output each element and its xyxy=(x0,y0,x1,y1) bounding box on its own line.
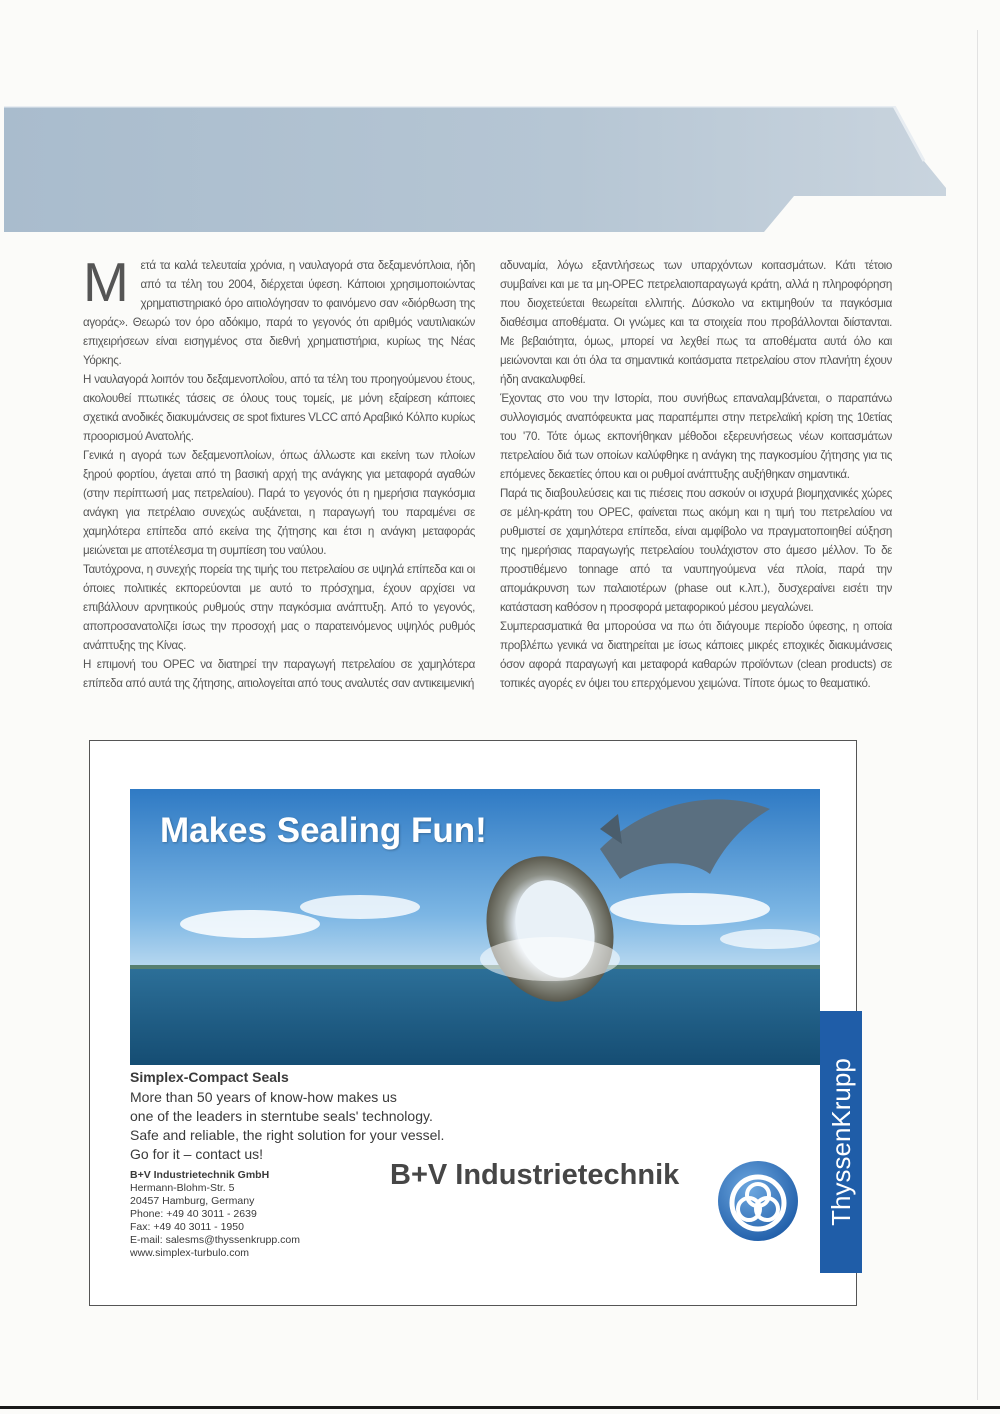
contact-website: www.simplex-turbulo.com xyxy=(130,1247,250,1259)
contact-block xyxy=(130,1169,300,1260)
paragraph: αδυναμία, λόγω εξαντλήσεως των υπαρχόντων κοιτασμάτων. Κάτι τέτοιο συμβαίνει και με τα μη-OPEC πετρελαιοπαραγωγά κράτη, αλλά η πληροφόρηση που διοχετεύεται θεωρείται ελλιπής. Δύσκολο να εκτιμηθούν τα παγκόσμια διαθέσιμα αποθέματα. Οι γνώμες και τα στοιχεία που προβάλλονται διίστανται. Με βεβαιότητα, όμως, μπορεί να λεχθεί πως τα αποθέματα αυτά όλο και μειώνονται και ότι όλα τα σημαντικά κοιτάσματα πετρελαίου στον πλανήτη έχουν ήδη ανακαλυφθεί. xyxy=(500,259,892,386)
thyssenkrupp-logo-icon xyxy=(716,1159,800,1243)
paragraph: ετά τα καλά τελευταία χρόνια, η ναυλαγορά στα δεξαμενόπλοια, ήδη από τα τέλη του 2004, διέρχεται ύφεση. Κάποιοι χρησιμοποιώντας χρηματιστηριακό όρο αιτιολόγησαν το φαινόμενο σαν «διόρθωση της αγοράς». Θεωρώ τον όρο αδόκιμο, παρά το γεγονός ότι αριθμός ναυτιλιακών επιχειρήσεων είναι εισηγμένος στα διεθνή χρηματιστήρια, κυρίως της Νέας Υόρκης. xyxy=(83,259,475,367)
contact-company: B+V Industrietechnik GmbH xyxy=(130,1169,270,1181)
paragraph: Η ναυλαγορά λοιπόν του δεξαμενοπλοΐου, από τα τέλη του προηγούμενου έτους, ακολουθεί πτωτικές τάσεις σε όλους τους τομείς, με μόνη εξαίρεση κάποιες σχετικά ανοδικές διακυμάνσεις σε spot fixtures VLCC από Αραβικό Κόλπο κυρίως προορισμού Ανατολής. xyxy=(83,373,475,443)
ad-copy-line: More than 50 years of know-how makes us xyxy=(130,1089,397,1105)
ad-copy xyxy=(130,1069,550,1164)
paragraph: Η επιμονή του OPEC να διατηρεί την παραγωγή πετρελαίου σε χαμηλότερα επίπεδα από αυτά της ζήτησης, αιτιολογείται από τους αναλυτές σαν αντικειμενική xyxy=(83,658,475,690)
page-edge-line xyxy=(977,30,978,1400)
article-column-left xyxy=(83,256,475,722)
brand-name: ThyssenKrupp xyxy=(826,1058,856,1226)
ad-copy-line: Safe and reliable, the right solution for your vessel. xyxy=(130,1127,445,1143)
paragraph: Παρά τις διαβουλεύσεις και τις πιέσεις που ασκούν οι ισχυρά βιομηχανικές χώρες σε μέλη-κράτη του OPEC, φαίνεται πως ακόμη και η τιμή του πετρελαίου να ρυθμιστεί σε χαμηλότερα επίπεδα, είναι αμφίβολο να πραγματοποιηθεί αύξηση της ημερήσιας παραγωγής πετρελαίου τουλάχιστον στο άμεσο μέλλον. Το δε προστιθέμενο tonnage από τα ναυπηγούμενα νέα πλοία, παρά την απομάκρυνση των παλαιοτέρων (phase out κ.λπ.), δυσχεραίνει εισέτι την κατάσταση καθόσον η προσφορά μεταφορικού μέσου μεγαλώνει. xyxy=(500,487,892,614)
ad-copy-line: one of the leaders in sterntube seals' technology. xyxy=(130,1108,433,1124)
company-name: B+V Industrietechnik xyxy=(390,1159,680,1191)
ad-headline: Makes Sealing Fun! xyxy=(160,811,487,850)
contact-phone: Phone: +49 40 3011 - 2639 xyxy=(130,1208,257,1220)
product-title: Simplex-Compact Seals xyxy=(130,1069,289,1085)
article-column-right xyxy=(500,256,892,722)
ad-copy-line: Go for it – contact us! xyxy=(130,1146,264,1162)
header-band xyxy=(4,106,946,232)
bottom-rule xyxy=(0,1406,1000,1409)
paragraph: Συμπερασματικά θα μπορούσα να πω ότι διάγουμε περίοδο ύφεσης, η οποία προβλέπω γενικά να διατηρείται με ίσως κάποιες μικρές εποχικές διακυμάνσεις όσον αφορά παραγωγή και μεταφορά καθαρών προϊόντων (clean products) σε τοπικές αγορές εν όψει του επερχόμενου χειμώνα. Τίποτε όμως το θεαματικό. xyxy=(500,620,892,690)
contact-street: Hermann-Blohm-Str. 5 xyxy=(130,1182,235,1194)
contact-fax: Fax: +49 40 3011 - 1950 xyxy=(130,1221,244,1233)
contact-city: 20457 Hamburg, Germany xyxy=(130,1195,255,1207)
contact-email: E-mail: salesms@thyssenkrupp.com xyxy=(130,1234,300,1246)
article-body xyxy=(83,256,963,726)
paragraph: Γενικά η αγορά των δεξαμενοπλοίων, όπως άλλωστε και εκείνη των πλοίων ξηρού φορτίου, άγεται από τη βασική αρχή της ανάγκης για μεταφορά αγαθών (στην περίπτωσή μας πετρελαίου). Παρά το γεγονός ότι η ημερήσια παγκόσμια ανάγκη για πετρέλαιο συνεχώς αυξάνεται, η παραγωγή του παραμένει σε χαμηλότερα επίπεδα από εκείνα της ζήτησης και έτσι η ανάγκη μεταφοράς μειώνεται με αποτέλεσμα τη συμπίεση του ναύλου. xyxy=(83,449,475,557)
paragraph: Ταυτόχρονα, η συνεχής πορεία της τιμής του πετρελαίου σε υψηλά επίπεδα και οι όποιες πολιτικές εκπορεύονται με αυτό το πρόσχημα, έχουν αρχίσει να επιβάλλουν αρνητικούς ρυθμούς στην παγκόσμια ανάπτυξη. Από το γεγονός, αποπροσανατολίζει ίσως την προσοχή μας ο παρατεινόμενος υψηλός ρυθμός ανάπτυξης της Κίνας. xyxy=(83,563,475,652)
drop-cap: Μ xyxy=(83,256,129,313)
advertisement xyxy=(89,740,857,1306)
thyssenkrupp-brand-bar xyxy=(820,1011,862,1273)
paragraph: Έχοντας στο νου την Ιστορία, που συνήθως επαναλαμβάνεται, ο παραπάνω συλλογισμός αναπόφευκτα μας παραπέμπει στην πετρελαϊκή κρίση της 10ετίας του '70. Τότε όμως εκπονήθηκαν μέθοδοι εξερευνήσεως νέων κοιτασμάτων πετρελαίου διά των οποίων καλύφθηκε η ανάγκη της παγκοσμίου ζήτησης για τις επόμενες δεκαετίες όπου και οι ρυθμοί ανάπτυξης αυξήθηκαν σημαντικά. xyxy=(500,392,892,481)
